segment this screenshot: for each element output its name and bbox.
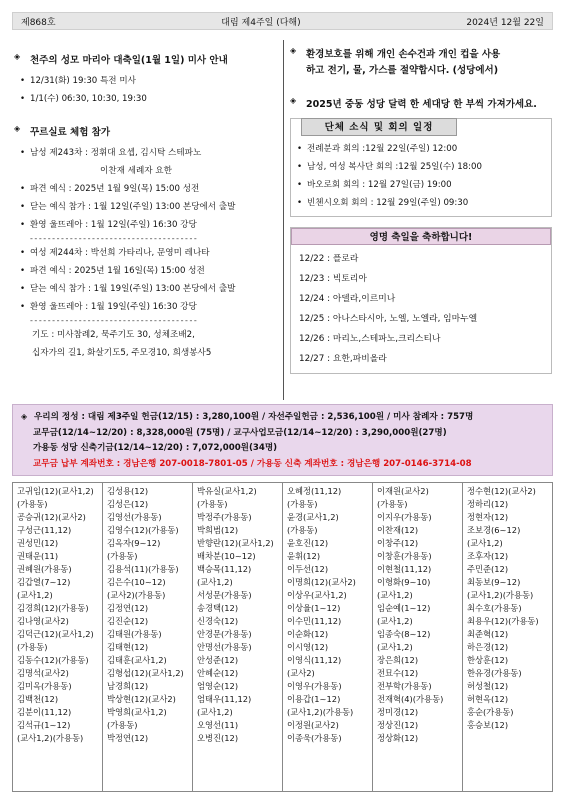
liturgy-title: 대림 제4주일 (다해) [221, 17, 301, 28]
donor-entry: (가용동) [107, 720, 138, 730]
donor-entry: 안경문(가용동) [197, 629, 252, 639]
donor-entry: (교사1,2) [17, 590, 53, 600]
donor-entry: (가용동) [377, 499, 408, 509]
diamond-bullet-icon: ◈ [290, 96, 297, 105]
donor-entry: 엄영순(12) [197, 681, 239, 691]
donor-entry: (교사1,2)(가용동) [467, 590, 534, 600]
donor-entry: 전재혁(4)(가용동) [377, 694, 444, 704]
list-item: • 여성 제244차 : 박선희 가타리나, 문영미 레나타 [14, 244, 279, 262]
bulletin-header [12, 12, 553, 30]
donor-list-grid [12, 482, 553, 792]
left-column [14, 52, 279, 362]
men-cursillo-list [14, 144, 279, 162]
right-column [290, 46, 552, 374]
name-day-title: 영명 축일을 축하합니다! [291, 228, 551, 245]
cursillo-heading: ◈ 꾸르실료 체험 참가 [14, 124, 111, 138]
donor-entry: 김태현(12) [107, 642, 149, 652]
group-news-box [290, 118, 552, 217]
donor-entry: 고귀임(12)(교사1,2) [17, 486, 94, 496]
donor-entry: 김나영(교사2) [17, 616, 69, 626]
donor-entry: 김은수(10~12) [107, 577, 166, 587]
donor-entry: 최수호(가용동) [467, 603, 522, 613]
donor-entry: 김영수(12)(가용동) [107, 525, 179, 535]
donor-entry: 김명석(교사2) [17, 668, 69, 678]
donor-entry: 김석규(1~12) [17, 720, 71, 730]
donor-entry: 김태원(가용동) [107, 629, 162, 639]
donor-entry: 김태훈(교사1,2) [107, 655, 167, 665]
donor-entry: 정미경(12) [377, 707, 419, 717]
donor-entry: 백승목(11,12) [197, 564, 252, 574]
name-day-line: 12/25 : 아나스타시아, 노엘, 노엘라, 임마누엘 [299, 314, 478, 324]
offering-summary [12, 404, 553, 476]
donor-entry: (가용동) [17, 642, 48, 652]
donor-entry: 안성준(12) [197, 655, 239, 665]
offering-line: 교무금(12/14~12/20) : 8,328,000원 (75명) / 교구사업모금(12/14~12/20) : 3,290,000원(27명) [33, 427, 447, 438]
diamond-bullet-icon: ◈ [14, 52, 21, 61]
donor-entry: 이지우(가용동) [377, 512, 432, 522]
donor-entry: 권태운(11) [17, 551, 59, 561]
donor-entry: 안혜순(12) [197, 668, 239, 678]
donor-entry: 전묘수(12) [377, 668, 419, 678]
donor-entry: 박정주(가용동) [197, 512, 252, 522]
name-day-box [290, 227, 552, 374]
donor-entry: 김정연(12) [107, 603, 149, 613]
calendar-notice: ◈ 2025년 중동 성당 달력 한 세대당 한 부씩 가져가세요. [290, 96, 537, 110]
list-item: • 12/31(화) 19:30 특전 미사 [14, 72, 279, 90]
mass-notice-heading: ◈ 천주의 성모 마리아 대축일(1월 1일) 미사 안내 [14, 52, 228, 66]
donor-entry: (교사1,2) [467, 538, 503, 548]
list-item: • 바오로회 회의 : 12월 27일(금) 19:00 [291, 176, 551, 194]
environment-notice: ◈ 환경보호를 위해 개인 손수건과 개인 컵을 사용 [290, 46, 501, 60]
donor-entry: 정상진(12) [377, 720, 419, 730]
list-item: • 환영 울뜨레아 : 1월 12일(주일) 16:30 강당 [14, 216, 279, 234]
donor-entry: 이두선(12) [287, 564, 329, 574]
donor-entry: 이상율(1~12) [287, 603, 341, 613]
women-cursillo-list [14, 244, 279, 316]
donor-entry: (교사1,2) [377, 616, 413, 626]
donor-entry: 김동수(12)(가용동) [17, 655, 89, 665]
donor-entry: (교사1,2)(가용동) [287, 707, 354, 717]
donor-entry: 김영선(가용동) [107, 512, 162, 522]
donor-entry: 김성은(12) [107, 499, 149, 509]
donor-entry: 김진순(12) [107, 616, 149, 626]
donor-entry: 윤호진(12) [287, 538, 329, 548]
donor-entry: 김옥자(9~12) [107, 538, 161, 548]
donor-entry: (교사1,2)(가용동) [17, 733, 84, 743]
donor-entry: 이용갑(1~12) [287, 694, 341, 704]
donor-entry: 오영선(11) [197, 720, 239, 730]
diamond-bullet-icon: ◈ [14, 124, 21, 133]
donor-entry: 정현자(12) [467, 512, 509, 522]
donor-entry: 송경택(12) [197, 603, 239, 613]
donor-entry: 오혜정(11,12) [287, 486, 342, 496]
donor-entry: 임순예(1~12) [377, 603, 431, 613]
donor-entry: 이형화(9~10) [377, 577, 431, 587]
donor-entry: 윤휘(12) [287, 551, 321, 561]
list-item: • 남성 제243차 : 정휘대 요셉, 김시탁 스테파노 [14, 144, 279, 162]
donor-entry: 홍승보(12) [467, 720, 509, 730]
donor-entry: 오병진(12) [197, 733, 239, 743]
donor-entry: 조후자(12) [467, 551, 509, 561]
donor-column [193, 483, 283, 791]
donor-entry: (교사1,2) [197, 577, 233, 587]
group-news-list [291, 140, 551, 212]
dashed-divider: - - - - - - - - - - - - - - - - - - - - - - - - - - - - - - - - - - - - - - [30, 316, 197, 325]
donor-entry: 최동보(9~12) [467, 577, 521, 587]
donor-entry: 이수민(11,12) [287, 616, 342, 626]
donor-entry: 이정원(교사2) [287, 720, 339, 730]
donor-entry: 김경희(12)(가용동) [17, 603, 89, 613]
donor-entry: 남경희(12) [107, 681, 149, 691]
environment-notice-cont: 하고 전기, 물, 가스를 절약합시다. (성당에서) [306, 65, 499, 76]
donor-entry: 박정연(12) [107, 733, 149, 743]
list-item: • 빈첸시오회 회의 : 12월 29일(주일) 09:30 [291, 194, 551, 212]
donor-entry: 한상훈(12) [467, 655, 509, 665]
donor-entry: 허현옥(12) [467, 694, 509, 704]
donor-entry: 김형섭(12)(교사1,2) [107, 668, 184, 678]
name-day-line: 12/22 : 플로라 [299, 254, 359, 264]
donor-entry: 권혜원(가용동) [17, 564, 72, 574]
donor-entry: 하은경(12) [467, 642, 509, 652]
list-item: • 닫는 예식 참가 : 1월 12일(주일) 13:00 본당에서 출발 [14, 198, 279, 216]
name-day-line: 12/26 : 마리노,스테파노,크리스티나 [299, 334, 441, 344]
donor-entry: 홍순(가용동) [467, 707, 514, 717]
donor-entry: (가용동) [107, 551, 138, 561]
donor-entry: 이현철(11,12) [377, 564, 432, 574]
donor-entry: 이종욱(가용동) [287, 733, 342, 743]
donor-column [13, 483, 103, 791]
bulletin-date: 2024년 12월 22일 [466, 17, 544, 28]
donor-entry: 이찬재(12) [377, 525, 419, 535]
donor-entry: 권성민(12) [17, 538, 59, 548]
donor-entry: 정상화(12) [377, 733, 419, 743]
list-item: • 파견 예식 : 2025년 1월 9일(목) 15:00 성전 [14, 180, 279, 198]
issue-number: 제868호 [21, 17, 56, 28]
donor-entry: 조보경(6~12) [467, 525, 521, 535]
list-item: • 남성, 여성 복사단 회의 :12월 25일(수) 18:00 [291, 158, 551, 176]
diamond-bullet-icon: ◈ [290, 46, 297, 55]
donor-entry: 박희범(12) [197, 525, 239, 535]
donor-entry: 구성근(11,12) [17, 525, 72, 535]
donor-entry: (교사1,2) [197, 707, 233, 717]
list-item: • 닫는 예식 참가 : 1월 19일(주일) 13:00 본당에서 출발 [14, 280, 279, 298]
column-divider [283, 40, 284, 400]
list-item: • 1/1(수) 06:30, 10:30, 19:30 [14, 90, 279, 108]
donor-entry: (가용동) [287, 499, 318, 509]
donor-entry: 이명희(12)(교사2) [287, 577, 356, 587]
donor-entry: 이영우(가용동) [287, 681, 342, 691]
donor-entry: 신경숙(12) [197, 616, 239, 626]
donor-entry: (가용동) [197, 499, 228, 509]
donor-entry: 이상우(교사1,2) [287, 590, 347, 600]
donor-column [103, 483, 193, 791]
donor-entry: 박영희(교사1,2) [107, 707, 167, 717]
list-item-continuation: 이찬재 세례자 요한 [100, 166, 172, 176]
donor-entry: (교사2) [287, 668, 315, 678]
donor-entry: 이창주(12) [377, 538, 419, 548]
donor-entry: 전부학(가용동) [377, 681, 432, 691]
donor-entry: 이재원(교사2) [377, 486, 429, 496]
prayer-line: 기도 : 미사참례2, 묵주기도 30, 성체조배2, [32, 330, 195, 340]
list-item: • 환영 울뜨레아 : 1월 19일(주일) 16:30 강당 [14, 298, 279, 316]
donor-entry: (가용동) [287, 525, 318, 535]
donor-entry: 최용우(12)(가용동) [467, 616, 539, 626]
donor-entry: 장은희(12) [377, 655, 419, 665]
list-item: • 파견 예식 : 2025년 1월 16일(목) 15:00 성전 [14, 262, 279, 280]
prayer-line: 십자가의 길1, 화살기도5, 주모경10, 희생봉사5 [32, 348, 212, 358]
donor-entry: 허성철(12) [467, 681, 509, 691]
donor-entry: (교사1,2) [377, 590, 413, 600]
donor-entry: 최준혁(12) [467, 629, 509, 639]
donor-entry: 이순화(12) [287, 629, 329, 639]
diamond-bullet-icon: ◈ [21, 412, 28, 421]
donor-entry: 김미옥(가용동) [17, 681, 72, 691]
list-item: • 전례분과 회의 :12월 22일(주일) 12:00 [291, 140, 551, 158]
donor-entry: 한유경(가용동) [467, 668, 522, 678]
donor-entry: (교사1,2) [377, 642, 413, 652]
offering-line: ◈ 우리의 정성 : 대림 제3주일 헌금(12/15) : 3,280,100원 / 자선주일헌금 : 2,536,100원 / 미사 참례자 : 757명 [21, 409, 544, 426]
donor-column [373, 483, 463, 791]
men-cursillo-list-cont [14, 180, 279, 234]
donor-entry: 김덕근(12)(교사1,2) [17, 629, 94, 639]
name-day-line: 12/27 : 요한,파비올라 [299, 354, 387, 364]
donor-entry: 이창훈(가용동) [377, 551, 432, 561]
donor-entry: 이시영(12) [287, 642, 329, 652]
account-number-line: 교무금 납부 계좌번호 : 경남은행 207-0018-7801-05 / 가용동 신축 계좌번호 : 경남은행 207-0146-3714-08 [33, 458, 472, 469]
donor-column [283, 483, 373, 791]
donor-entry: 공승귀(12)(교사2) [17, 512, 86, 522]
dashed-divider: - - - - - - - - - - - - - - - - - - - - - - - - - - - - - - - - - - - - - - [30, 234, 197, 243]
donor-entry: 김분이(11,12) [17, 707, 72, 717]
donor-entry: 반향란(12)(교사1,2) [197, 538, 274, 548]
donor-entry: 주민준(12) [467, 564, 509, 574]
donor-entry: (가용동) [17, 499, 48, 509]
donor-entry: (교사2)(가용동) [107, 590, 166, 600]
donor-entry: 정수현(12)(교사2) [467, 486, 536, 496]
donor-entry: 안명선(가용동) [197, 642, 252, 652]
donor-entry: 김성용(12) [107, 486, 149, 496]
donor-entry: 서성문(가용동) [197, 590, 252, 600]
name-day-line: 12/24 : 아델라,이르미나 [299, 294, 396, 304]
name-day-line: 12/23 : 빅토리아 [299, 274, 367, 284]
donor-entry: 김백천(12) [17, 694, 59, 704]
donor-entry: 윤경(교사1,2) [287, 512, 339, 522]
donor-entry: 정하리(12) [467, 499, 509, 509]
group-news-title: 단체 소식 및 회의 일정 [301, 118, 457, 136]
donor-entry: 임종숙(8~12) [377, 629, 431, 639]
donor-entry: 엄태우(11,12) [197, 694, 252, 704]
donor-column [463, 483, 552, 791]
donor-entry: 박유실(교사1,2) [197, 486, 257, 496]
donor-entry: 김갑열(7~12) [17, 577, 71, 587]
offering-line: 가용동 성당 신축기금(12/14~12/20) : 7,072,000원(34명) [33, 443, 278, 453]
mass-times-list [14, 72, 279, 108]
donor-entry: 배차분(10~12) [197, 551, 256, 561]
donor-entry: 이영식(11,12) [287, 655, 342, 665]
donor-entry: 박상현(12)(교사2) [107, 694, 176, 704]
donor-entry: 김용석(11)(가용동) [107, 564, 179, 574]
